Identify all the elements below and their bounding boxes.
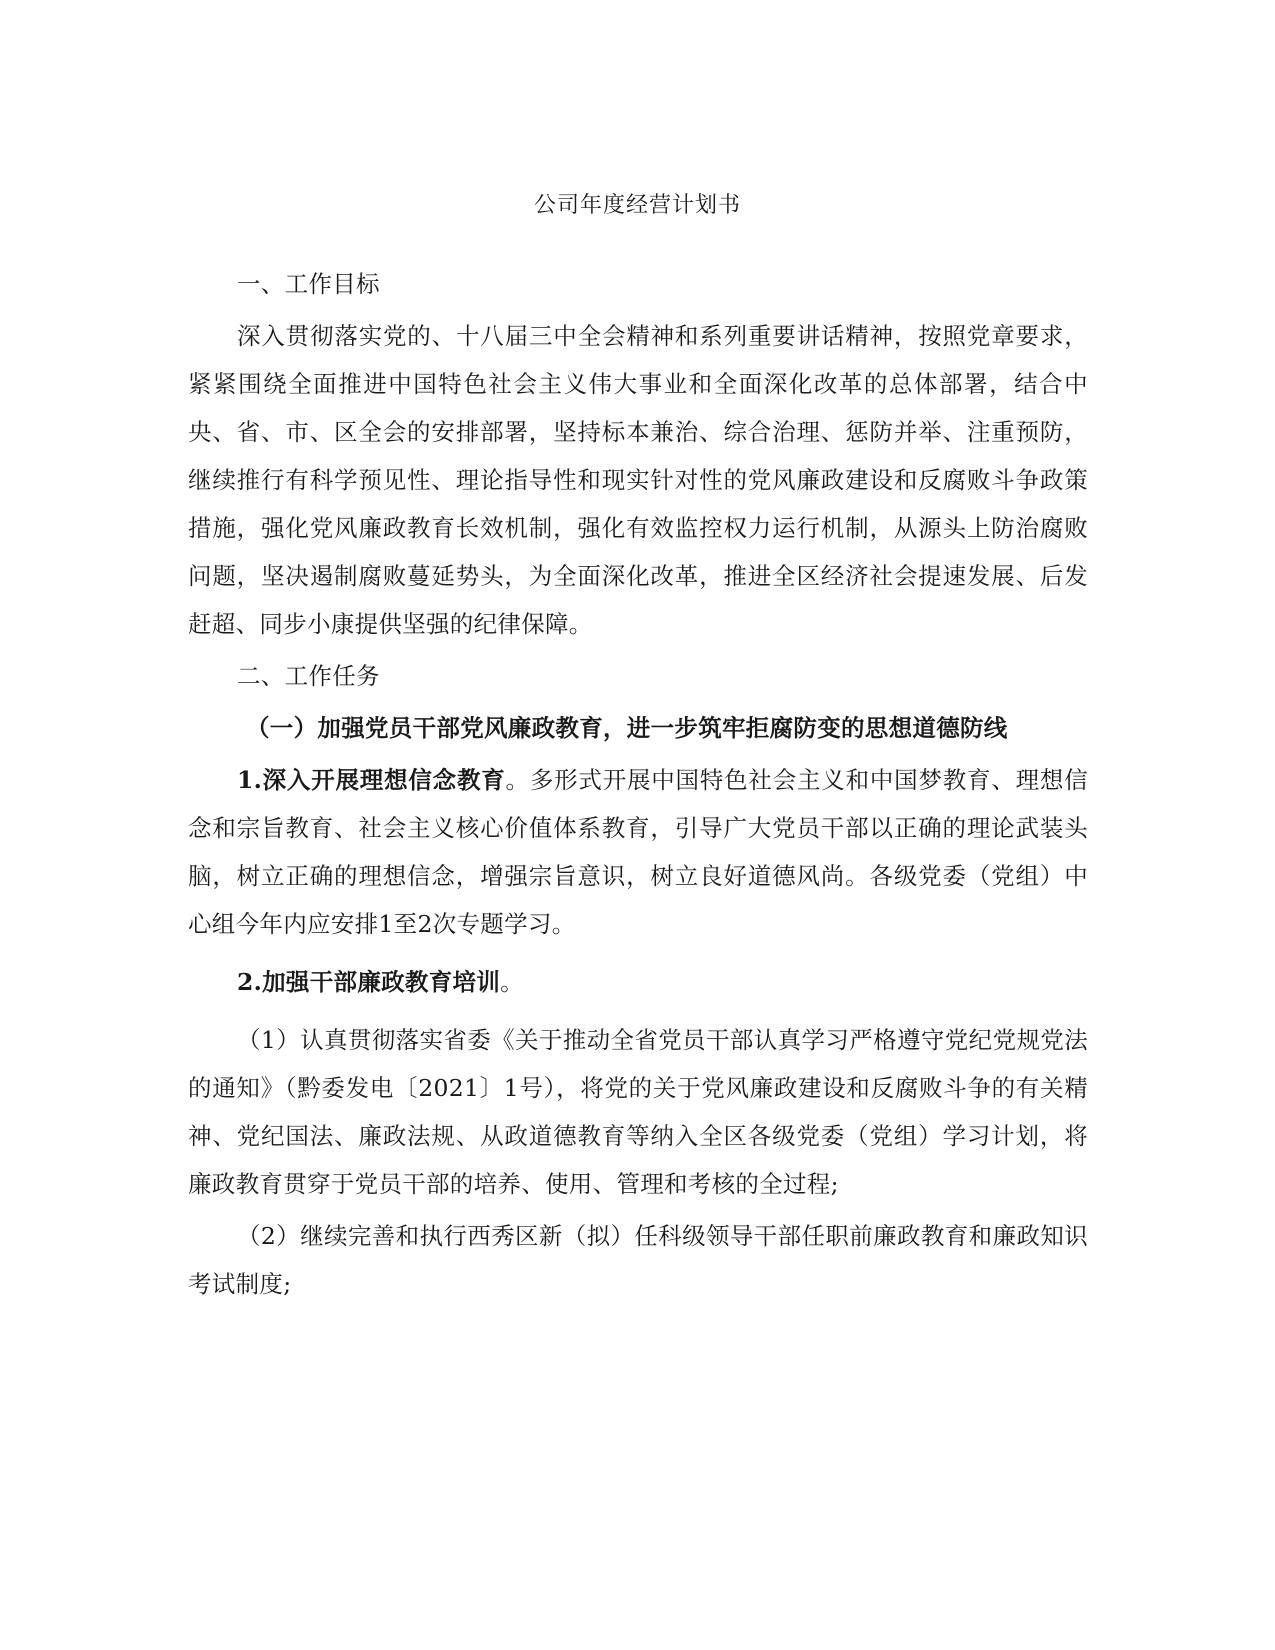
item-2-lead: 2.加强干部廉政教育培训 [237,968,501,996]
item-2-paragraph [188,958,1088,1006]
section-1-paragraph: 深入贯彻落实党的、十八届三中全会精神和系列重要讲话精神，按照党章要求，紧紧围绕全面推进中国特色社会主义伟大事业和全面深化改革的总体部署，结合中央、省、市、区全会的安排部署，坚持标本兼治、综合治理、惩防并举、注重预防，继续推行有科学预见性、理论指导性和现实针对性的党风廉政建设和反腐败斗争政策措施，强化党风廉政教育长效机制，强化有效监控权力运行机制，从源头上防治腐败问题，坚决遏制腐败蔓延势头，为全面深化改革，推进全区经济社会提速发展、后发赶超、同步小康提供坚强的纪律保障。 [188,322,1088,638]
item-2-text: 。 [500,968,524,996]
document-title: 公司年度经营计划书 [533,193,741,218]
item-1-paragraph [188,756,1088,948]
document-body [188,260,1088,1308]
section-2-heading: 二、工作任务 [237,662,380,690]
subsection-1-heading: （一）加强党员干部党风廉政教育，进一步筑牢拒腐防变的思想道德防线 [246,714,1008,742]
point-2-paragraph: （2）继续完善和执行西秀区新（拟）任科级领导干部任职前廉政教育和廉政知识考试制度; [188,1222,1088,1298]
section-1-heading: 一、工作目标 [237,270,380,298]
item-1-lead: 1.深入开展理想信念教育 [237,766,506,794]
point-1-paragraph: （1）认真贯彻落实省委《关于推动全省党员干部认真学习严格遵守党纪党规党法的通知》（黔委发电〔2021〕1号），将党的关于党风廉政建设和反腐败斗争的有关精神、党纪国法、廉政法规、从政道德教育等纳入全区各级党委（党组）学习计划，将廉政教育贯穿于党员干部的培养、使用、管理和考核的全过程; [188,1026,1088,1198]
item-1-text: 。多形式开展中国特色社会主义和中国梦教育、理想信念和宗旨教育、社会主义核心价值体系教育，引导广大党员干部以正确的理论武装头脑，树立正确的理想信念，增强宗旨意识，树立良好道德风尚。各级党委（党组）中心组今年内应安排1至2次专题学习。 [188,766,1088,938]
